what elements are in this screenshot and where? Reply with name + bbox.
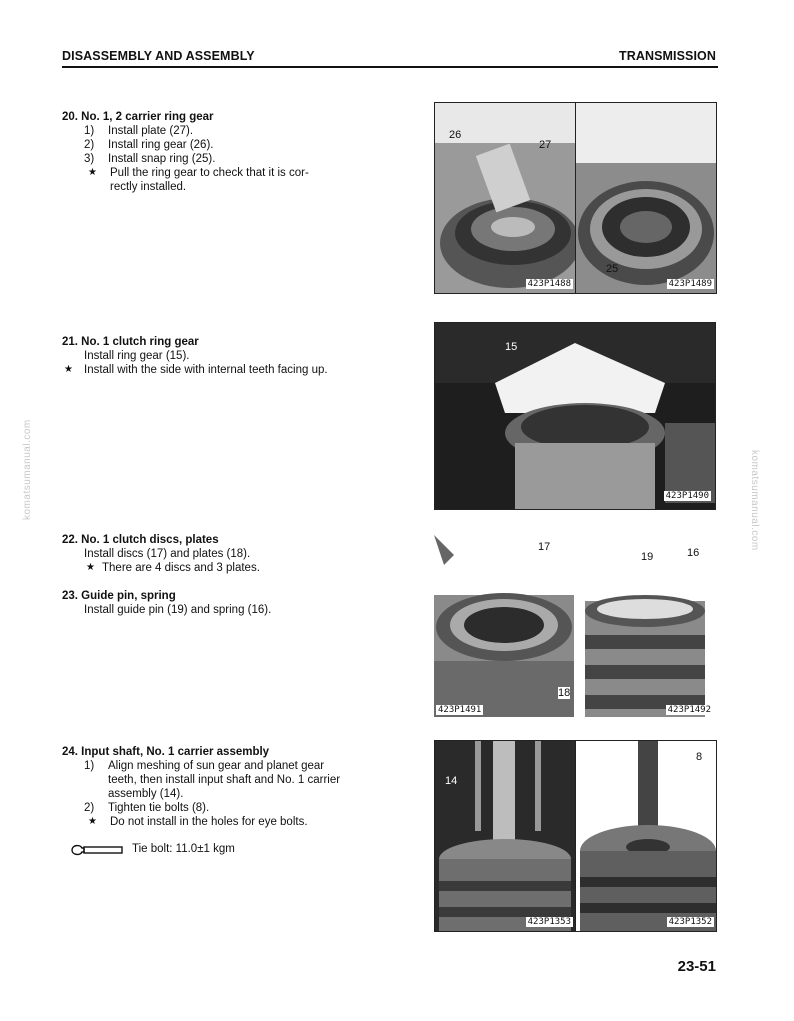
photo-guide-pin-spring [575,535,715,717]
star-note-icon: ★ [86,562,95,573]
torque-wrench-icon [70,843,124,861]
callout-label: 26 [449,129,462,141]
header-chapter-title: TRANSMISSION [618,49,716,63]
torque-spec [62,841,340,859]
photo-code: 423P1353 [527,917,571,927]
photo-code: 423P1488 [527,279,571,289]
step-body: Install discs (17) and plates (18). [84,548,251,560]
step-title: 23. Guide pin, spring [62,590,176,602]
callout-label: 19 [641,551,654,563]
callout-label: 14 [445,775,458,787]
photo-code: 423P1491 [438,705,482,715]
callout-label: 25 [606,263,619,275]
step-22 [62,533,260,575]
header-rule [62,66,718,68]
step-body: Install guide pin (19) and spring (16). [84,604,272,616]
callout-label: 16 [687,547,700,559]
step-title: 24. Input shaft, No. 1 carrier assembly [62,746,270,758]
list-item-cont: teeth, then install input shaft and No. 1 carrier [108,774,341,786]
photo-code: 423P1352 [668,917,712,927]
callout-label: 18 [558,687,571,699]
note-line: ★ Pull the ring gear to check that it is cor- [88,167,309,179]
star-note-icon: ★ [88,167,97,178]
callout-label: 27 [539,139,552,151]
step-title: 20. No. 1, 2 carrier ring gear [62,111,214,123]
photo-clutch-ring-gear [434,322,716,510]
photo-code: 423P1492 [667,705,711,715]
photo-ring-gear-install [434,102,576,294]
list-item: 2) Tighten tie bolts (8). [84,802,210,814]
step-title: 22. No. 1 clutch discs, plates [62,534,219,546]
photo-input-shaft [434,740,576,932]
photo-tie-bolts [575,740,717,932]
step-24 [62,745,340,859]
callout-label: 17 [538,541,551,553]
torque-value: Tie bolt: 11.0±1 kgm [132,843,235,855]
list-item: 2) Install ring gear (26). [84,139,214,151]
list-item-cont: assembly (14). [108,788,184,800]
step-title: 21. No. 1 clutch ring gear [62,336,199,348]
step-body: Install ring gear (15). [84,350,190,362]
page-number: 23-51 [677,958,716,975]
step-20 [62,110,309,194]
callout-label: 8 [696,751,703,763]
photo-clutch-discs [434,535,574,717]
star-note-icon: ★ [64,364,73,375]
note-line: ★ Do not install in the holes for eye bolts. [88,816,308,828]
step-21 [62,335,328,377]
photo-snap-ring-install [575,102,717,294]
star-note-icon: ★ [88,816,97,827]
list-item: 1) Align meshing of sun gear and planet gear [84,760,325,772]
list-item: 3) Install snap ring (25). [84,153,216,165]
callout-label: 15 [505,341,518,353]
note-line: rectly installed. [110,181,187,193]
photo-code: 423P1490 [665,491,709,501]
watermark-right: komatsumanual.com [749,450,760,551]
note-line: ★ Install with the side with internal teeth facing up. [64,364,328,376]
list-item: 1) Install plate (27). [84,125,194,137]
note-line: ★ There are 4 discs and 3 plates. [86,562,260,574]
watermark-left: komatsumanual.com [22,419,33,520]
photo-code: 423P1489 [668,279,712,289]
header-section-title: DISASSEMBLY AND ASSEMBLY [62,49,255,63]
step-23 [62,589,271,617]
